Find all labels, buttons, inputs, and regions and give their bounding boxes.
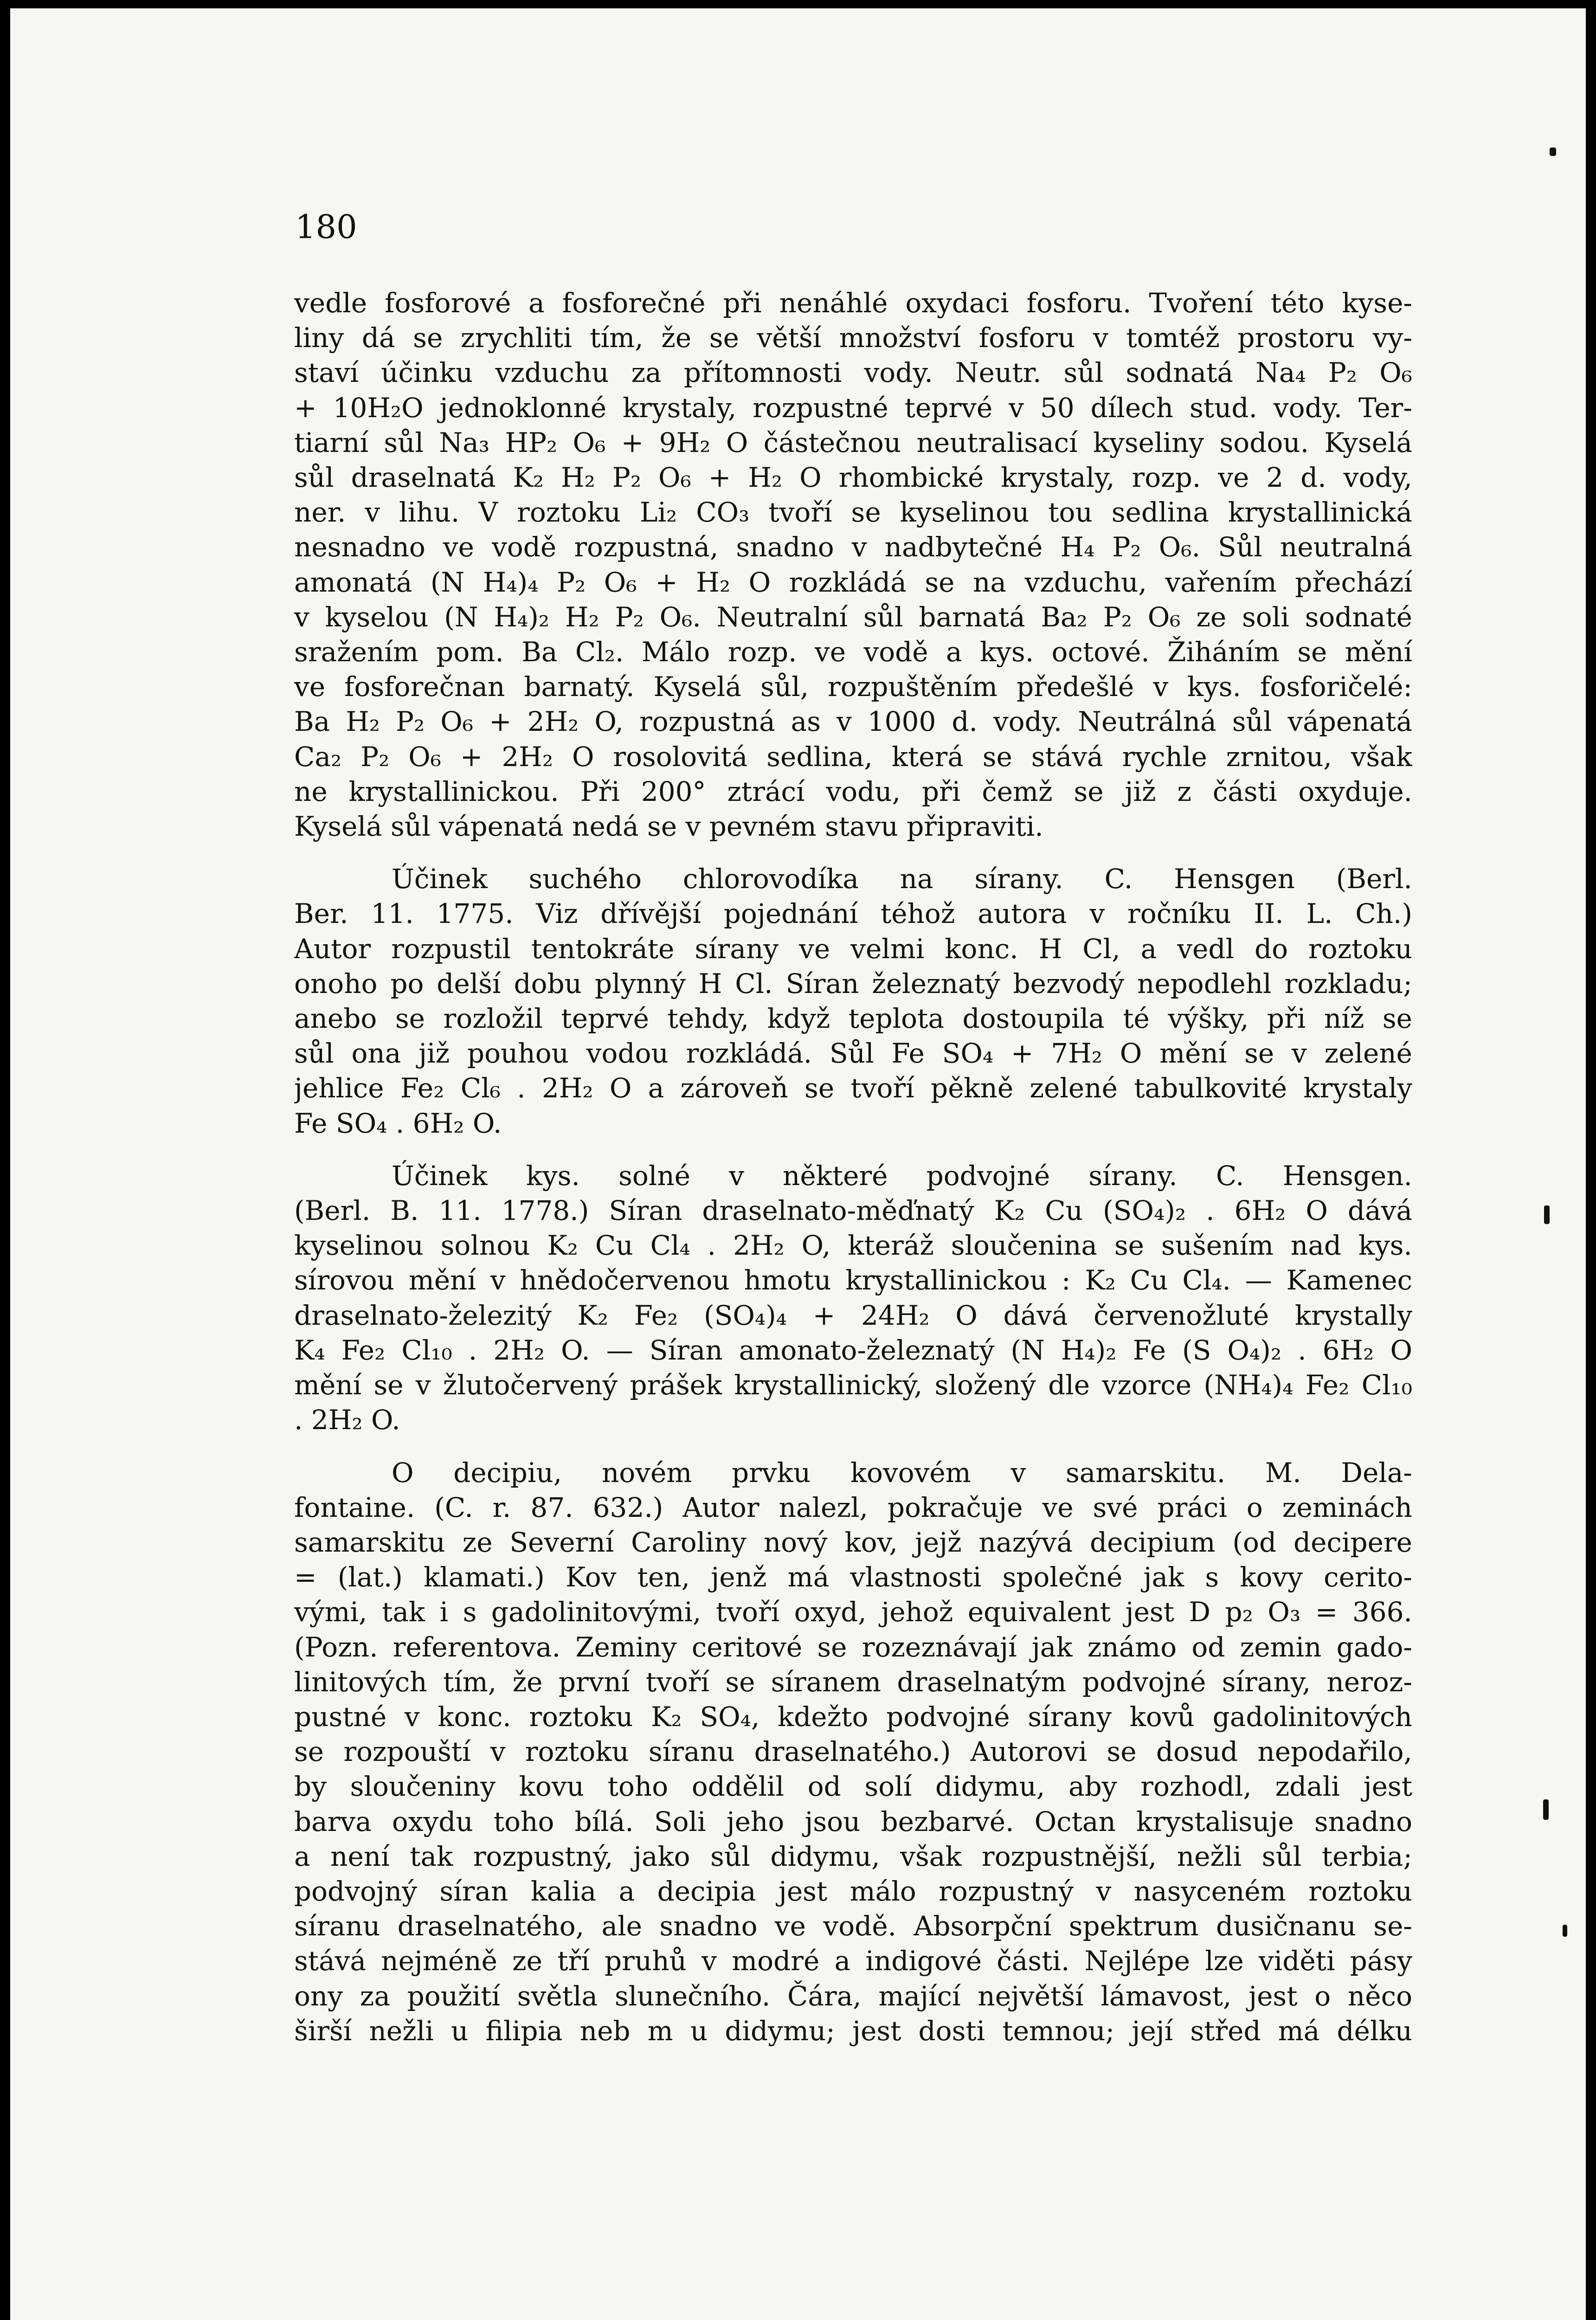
scan-margin-mark	[1563, 1925, 1567, 1937]
text-line: = (lat.) klamati.) Kov ten, jenž má vlastnosti společné jak s kovy cerito-	[294, 1561, 1412, 1593]
section-heading-line: Účinek kys. solné v některé podvojné sírany. C. Hensgen.	[392, 1160, 1412, 1192]
paragraph-hydrochloric-double-sulfates	[294, 1159, 1412, 1438]
text-line: samarskitu ze Severní Caroliny nový kov, jejž nazývá decipium (od decipere	[294, 1526, 1412, 1558]
section-heading-line: Účinek suchého chlorovodíka na sírany. C. Hensgen (Berl.	[392, 863, 1412, 895]
text-line: K₄ Fe₂ Cl₁₀ . 2H₂ O. — Síran amonato-železnatý (N H₄)₂ Fe (S O₄)₂ . 6H₂ O	[294, 1334, 1412, 1366]
text-line: + 10H₂O jednoklonné krystaly, rozpustné teprvé v 50 dílech stud. vody. Ter-	[294, 392, 1412, 424]
text-line: amonatá (N H₄)₄ P₂ O₆ + H₂ O rozkládá se na vzduchu, vařením přechází	[294, 566, 1412, 598]
text-line: podvojný síran kalia a decipia jest málo rozpustný v nasyceném roztoku	[294, 1875, 1412, 1907]
text-line: . 2H₂ O.	[294, 1404, 400, 1436]
text-line: tiarní sůl Na₃ HP₂ O₆ + 9H₂ O částečnou neutralisací kyseliny sodou. Kyselá	[294, 426, 1412, 458]
text-line: vými, tak i s gadolinitovými, tvoří oxyd, jehož equivalent jest D p₂ O₃ = 366.	[294, 1596, 1412, 1628]
text-line: Fe SO₄ . 6H₂ O.	[294, 1107, 502, 1139]
text-line: vedle fosforové a fosforečné při nenáhlé oxydaci fosforu. Tvoření této kyse-	[294, 287, 1412, 319]
text-line: mění se v žlutočervený prášek krystallinický, složený dle vzorce (NH₄)₄ Fe₂ Cl₁₀	[294, 1369, 1412, 1401]
text-line: sůl ona již pouhou vodou rozkládá. Sůl Fe SO₄ + 7H₂ O mění se v zelené	[294, 1038, 1412, 1070]
text-line: sražením pom. Ba Cl₂. Málo rozp. ve vodě a kys. octové. Žiháním se mění	[294, 636, 1412, 668]
text-line: pustné v konc. roztoku K₂ SO₄, kdežto podvojné sírany kovů gadolinitových	[294, 1701, 1412, 1733]
text-line: staví účinku vzduchu za přítomnosti vody. Neutr. sůl sodnatá Na₄ P₂ O₆	[294, 357, 1412, 389]
scan-margin-mark	[1543, 1799, 1549, 1820]
text-line: jehlice Fe₂ Cl₆ . 2H₂ O a zároveň se tvoří pěkně zelené tabulkovité krystaly	[294, 1072, 1412, 1104]
text-line: ne krystallinickou. Při 200° ztrácí vodu, při čemž se již z části oxyduje.	[294, 775, 1412, 807]
text-line: Ber. 11. 1775. Viz dřívější pojednání téhož autora v ročníku II. L. Ch.)	[294, 898, 1412, 930]
text-line: sírovou mění v hnědočervenou hmotu krystallinickou : K₂ Cu Cl₄. — Kamenec	[294, 1264, 1412, 1296]
text-line: anebo se rozložil teprvé tehdy, když teplota dostoupila té výšky, při níž se	[294, 1003, 1412, 1035]
text-line: ve fosforečnan barnatý. Kyselá sůl, rozpuštěním předešlé v kys. fosforičelé:	[294, 671, 1412, 703]
text-line: stává nejméně ze tří pruhů v modré a indigové části. Nejlépe lze viděti pásy	[294, 1945, 1412, 1977]
text-line: draselnato-železitý K₂ Fe₂ (SO₄)₄ + 24H₂ O dává červenožluté krystally	[294, 1299, 1412, 1331]
text-line: liny dá se zrychliti tím, že se větší množství fosforu v tomtéž prostoru vy-	[294, 322, 1412, 354]
section-heading-line: O decipiu, novém prvku kovovém v samarskitu. M. Dela-	[392, 1456, 1412, 1489]
text-line: (Pozn. referentova. Zeminy ceritové se rozeznávají jak známo od zemin gado-	[294, 1631, 1412, 1663]
page-sheet	[10, 8, 1586, 2320]
article-text	[294, 286, 1412, 2049]
text-line: onoho po delší dobu plynný H Cl. Síran železnatý bezvodý nepodlehl rozkladu;	[294, 967, 1412, 999]
text-line: by sloučeniny kovu toho oddělil od solí didymu, aby rozhodl, zdali jest	[294, 1771, 1412, 1803]
text-line: ony za použití světla slunečního. Čára, mající největší lámavost, jest o něco	[294, 1980, 1412, 2012]
paragraph-decipium	[294, 1456, 1412, 2049]
page-number: 180	[295, 208, 357, 246]
text-line: v kyselou (N H₄)₂ H₂ P₂ O₆. Neutralní sůl barnatá Ba₂ P₂ O₆ ze soli sodnaté	[294, 601, 1412, 633]
text-line: Ca₂ P₂ O₆ + 2H₂ O rosolovitá sedlina, která se stává rychle zrnitou, však	[294, 741, 1412, 773]
text-line: a není tak rozpustný, jako sůl didymu, však rozpustnější, nežli sůl terbia;	[294, 1840, 1412, 1872]
text-line: síranu draselnatého, ale snadno ve vodě. Absorpční spektrum dusičnanu se-	[294, 1910, 1412, 1942]
text-line: Autor rozpustil tentokráte sírany ve velmi konc. H Cl, a vedl do roztoku	[294, 933, 1412, 965]
text-line: Kyselá sůl vápenatá nedá se v pevném stavu připraviti.	[294, 811, 1043, 843]
paragraph-hydrogen-chloride-sulfates	[294, 862, 1412, 1141]
text-line: fontaine. (C. r. 87. 632.) Autor nalezl, pokračuje ve své práci o zeminách	[294, 1491, 1412, 1523]
text-line: ner. v lihu. V roztoku Li₂ CO₃ tvoří se kyselinou tou sedlina krystallinická	[294, 496, 1412, 528]
paragraph-phosphoric-acid	[294, 286, 1412, 844]
text-line: (Berl. B. 11. 1778.) Síran draselnato-měďnatý K₂ Cu (SO₄)₂ . 6H₂ O dává	[294, 1195, 1412, 1227]
text-line: barva oxydu toho bílá. Soli jeho jsou bezbarvé. Octan krystalisuje snadno	[294, 1805, 1412, 1837]
text-line: kyselinou solnou K₂ Cu Cl₄ . 2H₂ O, kteráž sloučenina se sušením nad kys.	[294, 1230, 1412, 1262]
scan-margin-mark	[1550, 148, 1556, 156]
scan-margin-mark	[1544, 1205, 1550, 1224]
text-line: širší nežli u filipia neb m u didymu; jest dosti temnou; její střed má délku	[294, 2015, 1412, 2047]
text-line: sůl draselnatá K₂ H₂ P₂ O₆ + H₂ O rhombické krystaly, rozp. ve 2 d. vody,	[294, 462, 1412, 494]
text-line: se rozpouští v roztoku síranu draselnatého.) Autorovi se dosud nepodařilo,	[294, 1736, 1412, 1768]
text-line: linitových tím, že první tvoří se síranem draselnatým podvojné sírany, neroz-	[294, 1666, 1412, 1698]
text-line: nesnadno ve vodě rozpustná, snadno v nadbytečné H₄ P₂ O₆. Sůl neutralná	[294, 531, 1412, 563]
text-line: Ba H₂ P₂ O₆ + 2H₂ O, rozpustná as v 1000 d. vody. Neutrálná sůl vápenatá	[294, 706, 1412, 738]
